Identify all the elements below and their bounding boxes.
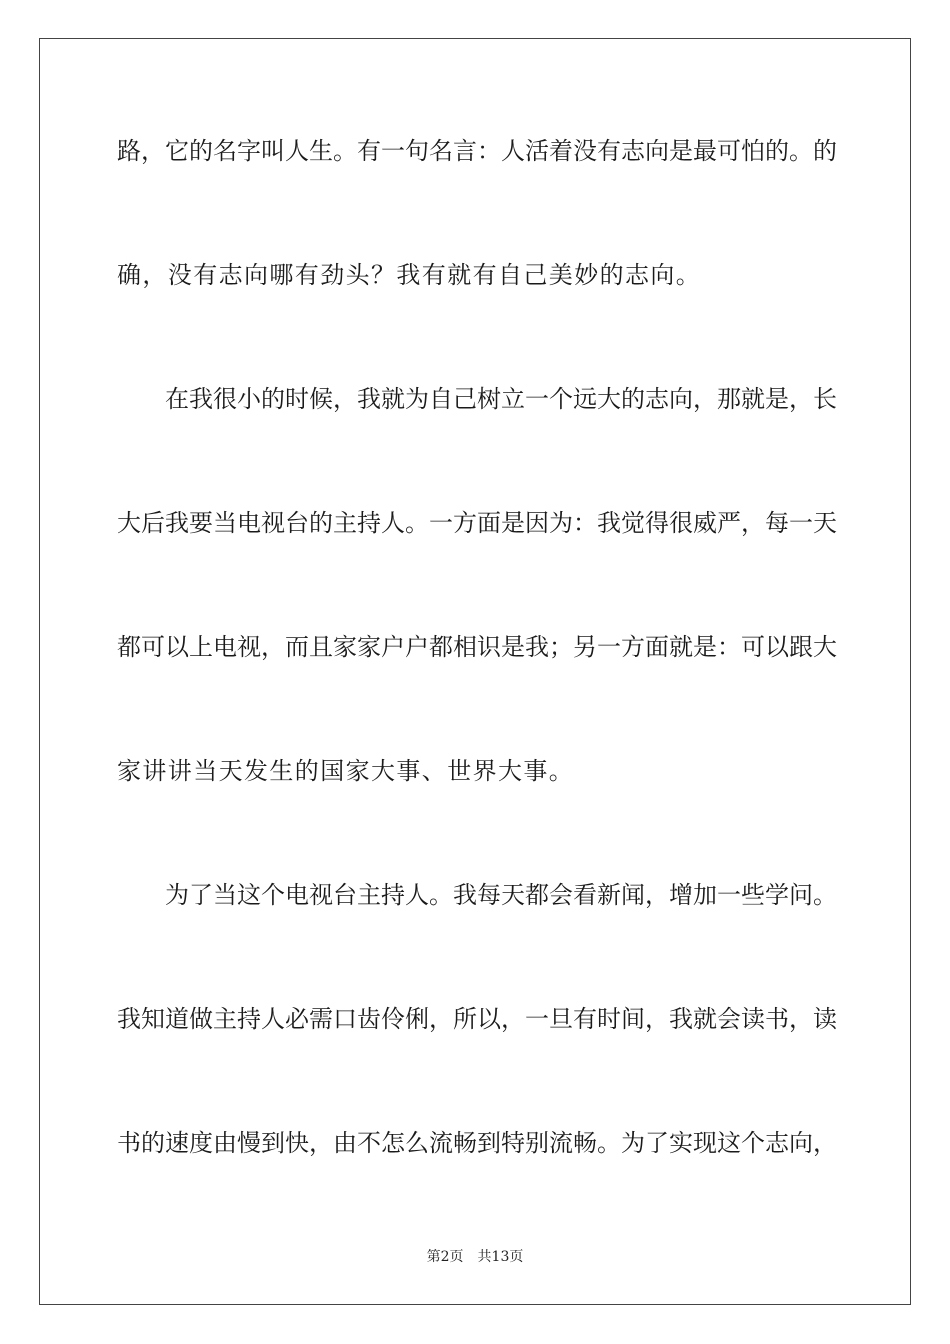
- page-number: 第2页: [426, 1249, 464, 1265]
- page-border: [39, 38, 911, 1305]
- text-line: 确，没有志向哪有劲头？我有就有自己美妙的志向。: [117, 261, 702, 289]
- text-line: 在我很小的时候，我就为自己树立一个远大的志向，那就是，长: [165, 385, 837, 413]
- text-line: 为了当这个电视台主持人。我每天都会看新闻，增加一些学问。: [165, 881, 837, 909]
- page-total: 共13页: [477, 1249, 524, 1265]
- text-line: 路，它的名字叫人生。有一句名言：人活着没有志向是最可怕的。的: [117, 137, 837, 165]
- text-line: 家讲讲当天发生的国家大事、世界大事。: [117, 757, 575, 785]
- text-line: 都可以上电视，而且家家户户都相识是我；另一方面就是：可以跟大: [117, 633, 837, 661]
- page-footer: [0, 1248, 950, 1266]
- text-line: 大后我要当电视台的主持人。一方面是因为：我觉得很威严，每一天: [117, 509, 837, 537]
- text-line: 我知道做主持人必需口齿伶俐，所以，一旦有时间，我就会读书，读: [117, 1005, 837, 1033]
- text-line: 书的速度由慢到快，由不怎么流畅到特别流畅。为了实现这个志向，: [117, 1129, 837, 1157]
